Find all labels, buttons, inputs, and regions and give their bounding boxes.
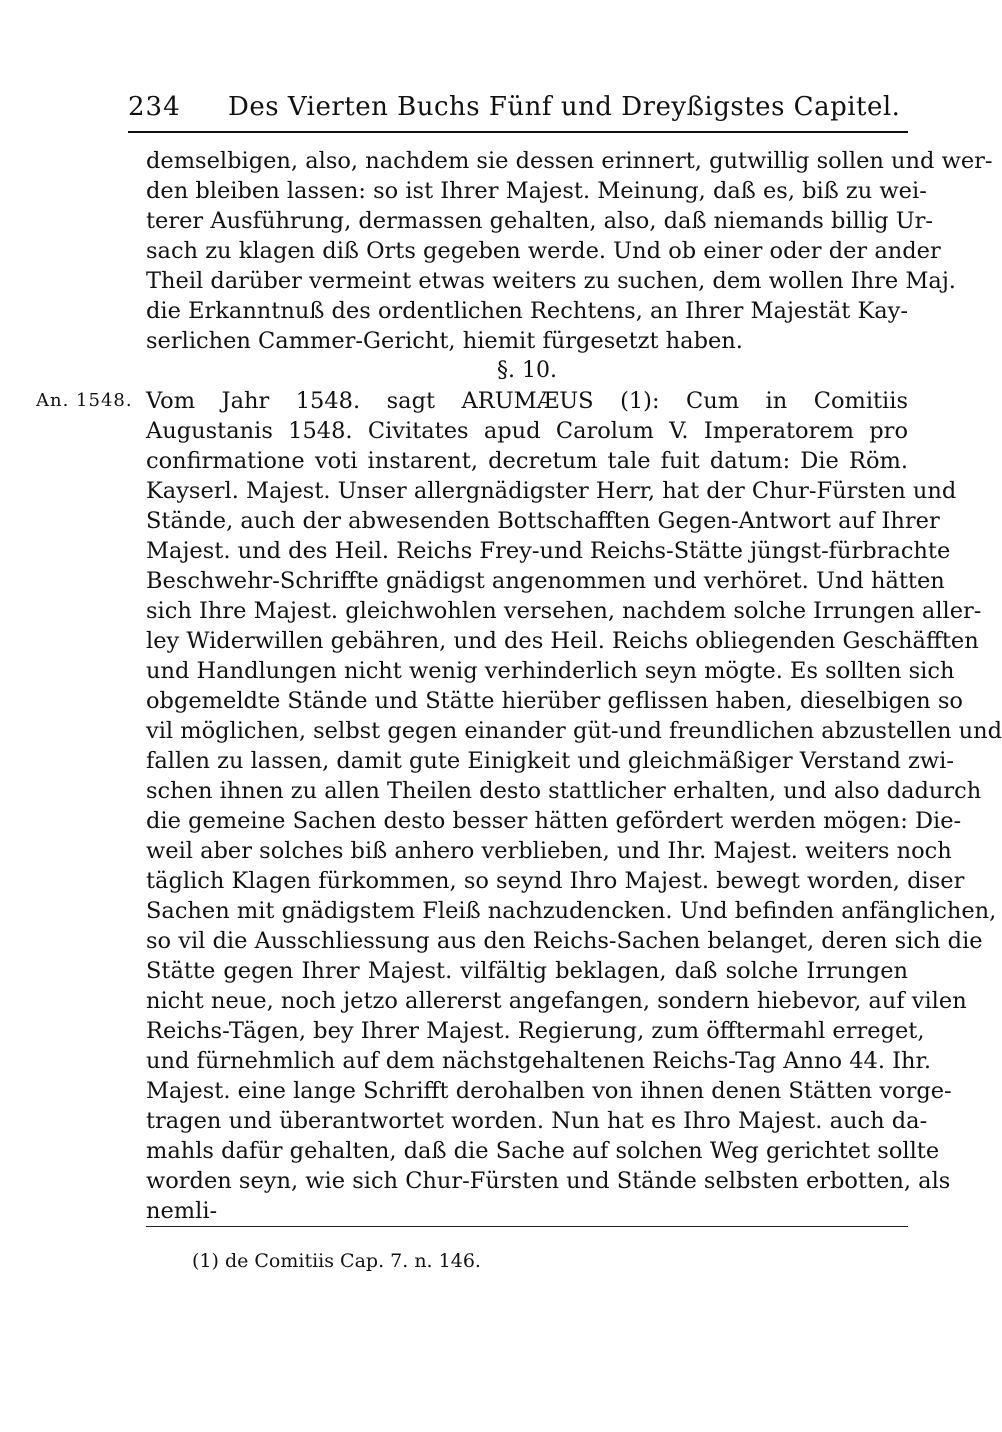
text-line: nemli- [146, 1198, 218, 1224]
text-line: Vom Jahr 1548. sagt ARUMÆUS (1): Cum in Comitiis [146, 388, 908, 414]
text-line: obgemeldte Stände und Stätte hierüber geflissen haben, dieselbigen so [146, 688, 963, 714]
text-line: mahls dafür gehalten, daß die Sache auf solchen Weg gerichtet sollte [146, 1138, 940, 1164]
text-line: den bleiben lassen: so ist Ihrer Majest. Meinung, daß es, biß zu wei- [146, 178, 927, 204]
text-line: die Erkanntnuß des ordentlichen Rechtens, an Ihrer Majestät Kay- [146, 298, 908, 324]
text-line: täglich Klagen fürkommen, so seynd Ihro Majest. bewegt worden, diser [146, 868, 965, 894]
text-line: serlichen Cammer-Gericht, hiemit fürgesetzt haben. [146, 328, 743, 354]
text-line: Kayserl. Majest. Unser allergnädigster Herr, hat der Chur-Fürsten und [146, 478, 957, 504]
text-line: vil möglichen, selbst gegen einander güt-und freundlichen abzustellen und [146, 718, 1002, 744]
text-line: Augustanis 1548. Civitates apud Carolum V. Imperatorem pro [146, 418, 908, 444]
page-header [128, 88, 908, 128]
text-line: Majest. und des Heil. Reichs Frey-und Reichs-Stätte jüngst-fürbrachte [146, 538, 951, 564]
text-line: Beschwehr-Schriffte gnädigst angenommen und verhöret. Und hätten [146, 568, 945, 594]
text-line: fallen zu lassen, damit gute Einigkeit und gleichmäßiger Verstand zwi- [146, 748, 954, 774]
running-title: Des Vierten Buchs Fünf und Dreyßigstes Capitel. [228, 92, 901, 122]
header-rule [128, 131, 908, 133]
text-line: ley Widerwillen gebähren, und des Heil. Reichs obliegenden Geschäfften [146, 628, 979, 654]
footnote: (1) de Comitiis Cap. 7. n. 146. [192, 1250, 481, 1272]
text-line: sach zu klagen diß Orts gegeben werde. Und ob einer oder der ander [146, 238, 941, 264]
text-line: confirmatione voti instarent, decretum tale fuit datum: Die Röm. [146, 448, 908, 474]
text-line: sich Ihre Majest. gleichwohlen versehen, nachdem solche Irrungen aller- [146, 598, 982, 624]
text-line: Sachen mit gnädigstem Fleiß nachzudencken. Und befinden anfänglichen, [146, 898, 997, 924]
paragraph-continuation [146, 146, 993, 356]
page-number: 234 [128, 92, 181, 122]
margin-note-year: An. 1548. [36, 390, 133, 411]
text-line: Stätte gegen Ihrer Majest. vilfältig beklagen, daß solche Irrungen [146, 958, 908, 984]
text-line: Stände, auch der abwesenden Bottschafften Gegen-Antwort auf Ihrer [146, 508, 940, 534]
text-line: und Handlungen nicht wenig verhinderlich seyn mögte. Es sollten sich [146, 658, 955, 684]
text-line: Reichs-Tägen, bey Ihrer Majest. Regierung, zum öfftermahl erreget, [146, 1018, 925, 1044]
text-line: terer Ausführung, dermassen gehalten, also, daß niemands billig Ur- [146, 208, 934, 234]
text-line: Majest. eine lange Schrifft derohalben von ihnen denen Stätten vorge- [146, 1078, 952, 1104]
text-line: worden seyn, wie sich Chur-Fürsten und Stände selbsten erbotten, als [146, 1168, 951, 1194]
text-line: und fürnehmlich auf dem nächstgehaltenen Reichs-Tag Anno 44. Ihr. [146, 1048, 931, 1074]
footnote-rule [146, 1226, 908, 1227]
text-line: schen ihnen zu allen Theilen desto stattlicher erhalten, und also dadurch [146, 778, 982, 804]
text-line: demselbigen, also, nachdem sie dessen erinnert, gutwillig sollen und wer- [146, 148, 993, 174]
text-line: tragen und überantwortet worden. Nun hat es Ihro Majest. auch da- [146, 1108, 928, 1134]
text-line: die gemeine Sachen desto besser hätten gefördert werden mögen: Die- [146, 808, 962, 834]
paragraph-section-10 [146, 386, 1002, 1226]
text-line: so vil die Ausschliessung aus den Reichs-Sachen belanget, deren sich die [146, 928, 983, 954]
text-line: nicht neue, noch jetzo allererst angefangen, sondern hiebevor, auf vilen [146, 988, 967, 1014]
section-mark: §. 10. [497, 358, 557, 383]
text-line: Theil darüber vermeint etwas weiters zu suchen, dem wollen Ihre Maj. [146, 268, 956, 294]
text-line: weil aber solches biß anhero verblieben, und Ihr. Majest. weiters noch [146, 838, 952, 864]
